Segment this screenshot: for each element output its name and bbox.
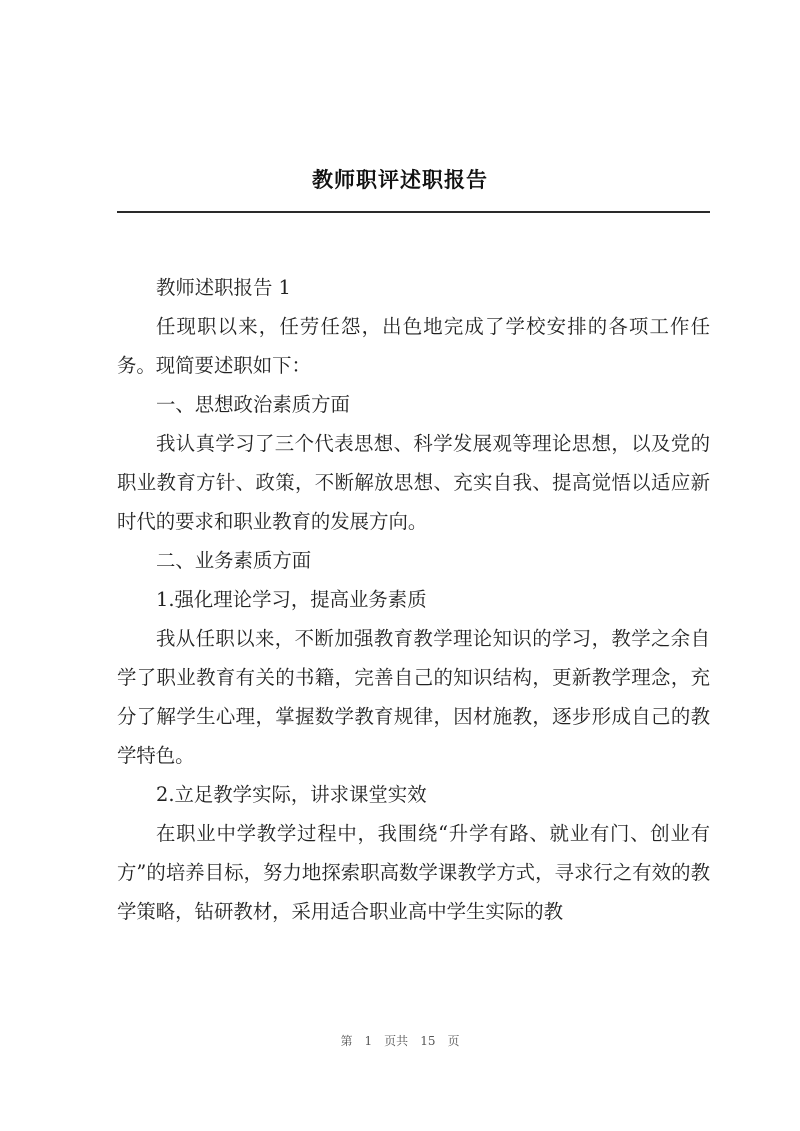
footer-label-of: 页共 [384, 1034, 409, 1048]
page-title: 教师职评述职报告 [312, 167, 488, 192]
teaching-practice-paragraph: 在职业中学教学过程中，我围绕“升学有路、就业有门、创业有方”的培养目标，努力地探索职高数学课教学方式，寻求行之有效的教学策略，钻研教材，采用适合职业高中学生实际的教 [117, 822, 710, 923]
footer-label-page: 第 [340, 1034, 353, 1048]
title-divider [117, 211, 710, 213]
section-heading-political: 一、思想政治素质方面 [156, 393, 350, 416]
footer-label-end: 页 [447, 1034, 460, 1048]
section-heading-professional: 二、业务素质方面 [156, 549, 312, 572]
page-footer [0, 1032, 800, 1049]
subheading-theory-study: 1.强化理论学习，提高业务素质 [156, 588, 427, 611]
document-body [117, 268, 710, 931]
section-heading-report-1: 教师述职报告 1 [156, 276, 291, 299]
footer-current-page: 1 [364, 1034, 373, 1048]
subheading-teaching-practice: 2.立足教学实际，讲求课堂实效 [156, 783, 427, 806]
intro-paragraph: 任现职以来，任劳任怨，出色地完成了学校安排的各项工作任务。现简要述职如下： [117, 315, 710, 377]
footer-total-pages: 15 [420, 1034, 436, 1048]
political-paragraph: 我认真学习了三个代表思想、科学发展观等理论思想，以及党的职业教育方针、政策，不断解放思想、充实自我、提高觉悟以适应新时代的要求和职业教育的发展方向。 [117, 432, 710, 533]
theory-study-paragraph: 我从任职以来，不断加强教育教学理论知识的学习，教学之余自学了职业教育有关的书籍，完善自己的知识结构，更新教学理念，充分了解学生心理，掌握数学教育规律，因材施教，逐步形成自己的教学特色。 [117, 627, 710, 767]
